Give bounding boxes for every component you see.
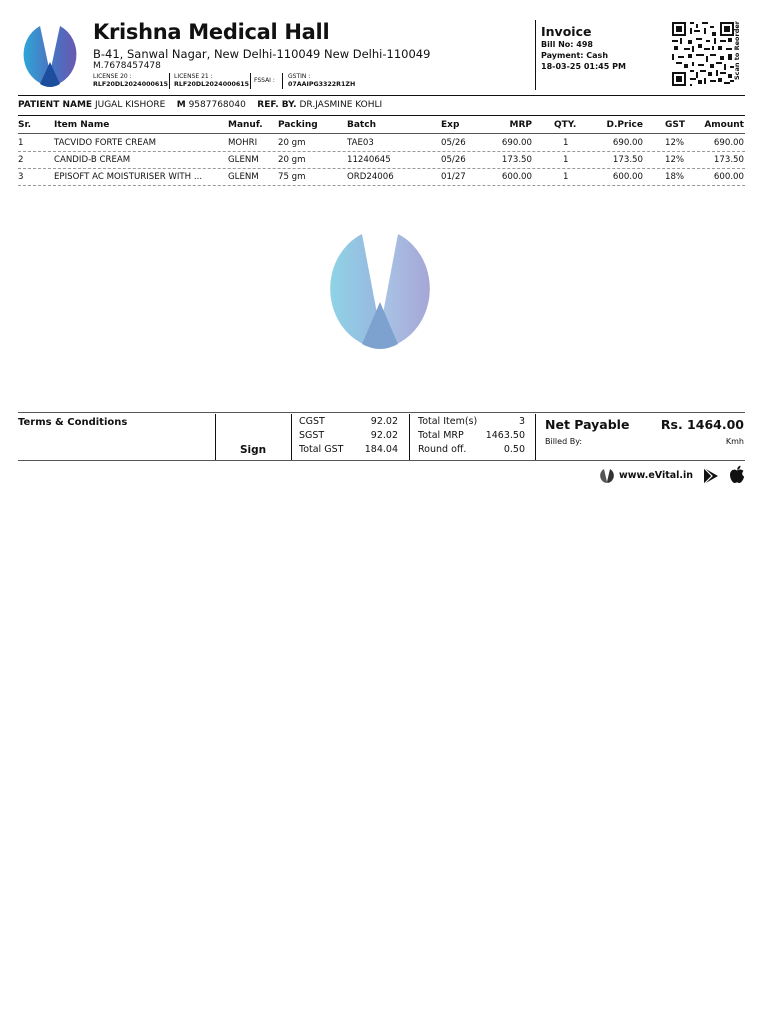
cell-dprice: 600.00 — [612, 172, 643, 182]
cell-item: TACVIDO FORTE CREAM — [54, 138, 156, 148]
cell-batch: 11240645 — [347, 155, 391, 165]
net-payable-value: Rs. 1464.00 — [660, 417, 744, 432]
table-top-rule — [18, 115, 745, 116]
license-21-label: LICENSE 21 : — [174, 73, 213, 80]
gstin — [288, 73, 355, 89]
total-items-label: Total Item(s) — [418, 416, 478, 427]
cell-exp: 05/26 — [441, 155, 466, 165]
ref-by: DR.JASMINE KOHLI — [299, 100, 383, 110]
cell-manuf: GLENM — [228, 155, 259, 165]
apple-store-icon[interactable] — [729, 465, 745, 484]
row-divider — [18, 168, 745, 169]
cell-exp: 05/26 — [441, 138, 466, 148]
cell-amount: 690.00 — [713, 138, 744, 148]
shop-name: Krishna Medical Hall — [93, 20, 330, 44]
license-21 — [174, 73, 249, 89]
header-divider — [535, 20, 536, 90]
col-header-manuf: Manuf. — [228, 120, 263, 130]
invoice-datetime: 18-03-25 01:45 PM — [541, 62, 626, 71]
evital-website-link[interactable]: www.eVital.in — [619, 470, 694, 481]
fssai — [254, 77, 275, 85]
divider — [169, 73, 170, 89]
total-mrp-label: Total MRP — [418, 430, 464, 441]
qr-code-icon[interactable] — [672, 22, 734, 86]
col-header-batch: Batch — [347, 120, 376, 130]
round-off-value: 0.50 — [503, 444, 525, 455]
watermark-logo — [322, 228, 438, 354]
billed-by-label: Billed By: — [545, 437, 583, 446]
cell-sr: 3 — [18, 172, 24, 182]
cell-sr: 1 — [18, 138, 24, 148]
cell-amount: 173.50 — [713, 155, 744, 165]
terms-conditions: Terms & Conditions — [18, 417, 128, 428]
cell-dprice: 173.50 — [612, 155, 643, 165]
col-header-packing: Packing — [278, 120, 318, 130]
divider — [409, 414, 410, 460]
cell-manuf: GLENM — [228, 172, 259, 182]
cell-batch: TAE03 — [347, 138, 374, 148]
divider — [282, 73, 283, 89]
cell-mrp: 690.00 — [501, 138, 532, 148]
sign-label: Sign — [240, 444, 267, 456]
invoice-info — [541, 24, 626, 72]
shop-address: B-41, Sanwal Nagar, New Delhi-110049 New Delhi-110049 — [93, 47, 431, 61]
row-divider — [18, 151, 745, 152]
footer-bottom-rule — [18, 460, 745, 461]
col-header-mrp: MRP — [509, 120, 532, 130]
invoice-title: Invoice — [541, 24, 592, 39]
cell-gst: 12% — [665, 138, 685, 148]
shop-mobile: M.7678457478 — [93, 61, 161, 71]
cell-qty: 1 — [563, 155, 569, 165]
patient-name: JUGAL KISHORE — [94, 100, 166, 110]
cell-batch: ORD24006 — [347, 172, 394, 182]
col-header-dprice: D.Price — [606, 120, 643, 130]
divider — [250, 73, 251, 89]
patient-info — [18, 100, 382, 110]
cell-gst: 18% — [665, 172, 685, 182]
cell-qty: 1 — [563, 138, 569, 148]
net-payable-label: Net Payable — [545, 417, 630, 432]
total-items-value: 3 — [518, 416, 525, 427]
cell-qty: 1 — [563, 172, 569, 182]
gstin-label: GSTIN : — [288, 73, 311, 80]
sgst-value: 92.02 — [370, 430, 398, 441]
license-20 — [93, 73, 168, 89]
payment-mode: Payment: Cash — [541, 51, 609, 60]
col-header-sr: Sr. — [18, 120, 32, 130]
row-divider — [18, 185, 745, 186]
patient-mobile-label: M — [176, 100, 186, 110]
patient-mobile: 9587768040 — [188, 100, 246, 110]
footer-top-rule — [18, 412, 745, 413]
divider — [291, 414, 292, 460]
cell-item: EPISOFT AC MOISTURISER WITH ... — [54, 172, 203, 182]
play-store-icon[interactable] — [703, 467, 719, 485]
cell-packing: 20 gm — [278, 138, 306, 148]
gstin-value: 07AAIPG3322R1ZH — [288, 81, 356, 88]
cell-packing: 75 gm — [278, 172, 306, 182]
cell-amount: 600.00 — [713, 172, 744, 182]
bill-number: Bill No: 498 — [541, 40, 593, 49]
col-header-item: Item Name — [54, 120, 110, 130]
col-header-exp: Exp — [441, 120, 460, 130]
col-header-qty: QTY. — [554, 120, 577, 130]
cell-sr: 2 — [18, 155, 24, 165]
table-header-rule — [18, 133, 745, 134]
total-gst-value: 184.04 — [364, 444, 398, 455]
cell-mrp: 173.50 — [501, 155, 532, 165]
license-20-label: LICENSE 20 : — [93, 73, 132, 80]
total-gst-label: Total GST — [299, 444, 344, 455]
shop-logo — [18, 22, 82, 90]
license-20-value: RLF20DL2024000615 — [93, 81, 168, 88]
cell-mrp: 600.00 — [501, 172, 532, 182]
fssai-label: FSSAI : — [254, 77, 275, 84]
sgst-label: SGST — [299, 430, 325, 441]
license-21-value: RLF20DL2024000615 — [174, 81, 249, 88]
cell-exp: 01/27 — [441, 172, 466, 182]
cgst-label: CGST — [299, 416, 325, 427]
divider — [535, 414, 536, 460]
cell-manuf: MOHRI — [228, 138, 258, 148]
patient-name-label: PATIENT NAME — [18, 100, 93, 110]
billed-by-value: Kmh — [725, 437, 744, 446]
cell-packing: 20 gm — [278, 155, 306, 165]
evital-logo-icon — [599, 468, 615, 484]
cgst-value: 92.02 — [370, 416, 398, 427]
col-header-amount: Amount — [704, 120, 744, 130]
cell-gst: 12% — [665, 155, 685, 165]
cell-dprice: 690.00 — [612, 138, 643, 148]
round-off-label: Round off. — [418, 444, 467, 455]
ref-by-label: REF. BY. — [257, 100, 297, 110]
col-header-gst: GST — [665, 120, 686, 130]
total-mrp-value: 1463.50 — [485, 430, 525, 441]
scan-to-reorder: Scan to Reorder — [733, 21, 741, 80]
header-rule — [18, 95, 745, 96]
cell-item: CANDID-B CREAM — [54, 155, 131, 165]
divider — [215, 414, 216, 460]
